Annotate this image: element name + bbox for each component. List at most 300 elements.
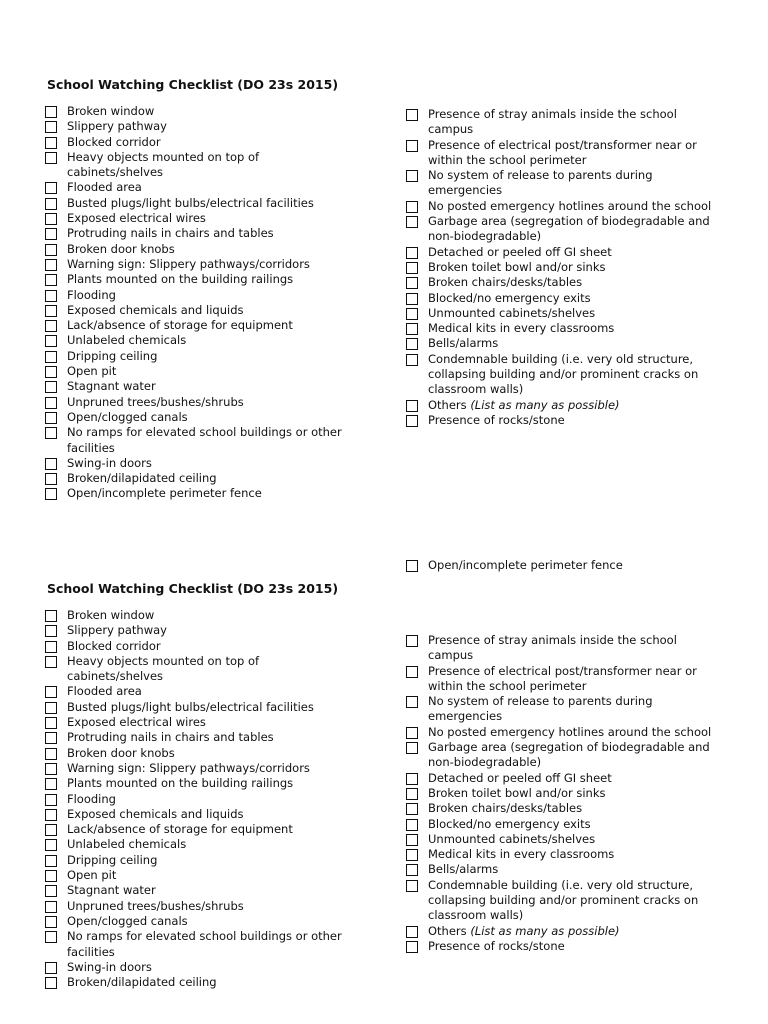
checklist-item — [406, 740, 716, 771]
checklist-item — [45, 226, 345, 241]
checklist-item — [45, 349, 345, 364]
checklist-item — [45, 410, 345, 425]
checklist-item-text: Garbage area (segregation of biodegradable and non-biodegradable) — [428, 740, 710, 770]
checkbox[interactable] — [406, 560, 418, 572]
checklist-item-text: Stagnant water — [67, 379, 156, 394]
checkbox[interactable] — [406, 415, 418, 427]
checklist-item-label — [67, 486, 262, 501]
checkbox[interactable] — [45, 931, 57, 943]
checklist-item — [406, 939, 716, 954]
checklist-item-text: Open pit — [67, 364, 117, 379]
checklist-item-label — [67, 349, 157, 364]
checklist-item-text: Presence of stray animals inside the school campus — [428, 633, 677, 663]
checkbox[interactable] — [406, 201, 418, 213]
checklist-item-label — [428, 107, 716, 138]
checklist-item — [45, 257, 345, 272]
checkbox[interactable] — [45, 488, 57, 500]
checklist-title: School Watching Checklist (DO 23s 2015) — [47, 581, 339, 596]
checklist-item-text: Detached or peeled off GI sheet — [428, 770, 612, 785]
checklist-item — [406, 832, 716, 847]
checkbox[interactable] — [45, 977, 57, 989]
checklist-item-label — [67, 868, 116, 883]
checklist-item — [406, 817, 716, 832]
checkbox[interactable] — [45, 962, 57, 974]
checklist-item-label — [428, 633, 716, 664]
checklist-item — [406, 558, 716, 573]
checkbox[interactable] — [45, 351, 57, 363]
checklist-item-text: Protruding nails in chairs and tables — [67, 226, 274, 241]
checkbox[interactable] — [45, 625, 57, 637]
checklist-item-label — [428, 771, 612, 786]
checkbox[interactable] — [406, 635, 418, 647]
checklist-item-label — [428, 939, 565, 954]
checklist-item-text: Blocked corridor — [67, 638, 161, 653]
checkbox[interactable] — [45, 305, 57, 317]
checkbox[interactable] — [406, 834, 418, 846]
checklist-item-text: Condemnable building (i.e. very old structure, collapsing building and/or prominent cracks on classroom walls) — [428, 351, 699, 397]
checkbox[interactable] — [45, 809, 57, 821]
checklist-item — [406, 801, 716, 816]
checklist-item — [45, 837, 345, 852]
checklist-item — [406, 786, 716, 801]
checklist-item — [45, 180, 345, 195]
checklist-item-label — [67, 684, 142, 699]
checklist-item — [45, 761, 345, 776]
checklist-item — [45, 272, 345, 287]
checkbox[interactable] — [45, 244, 57, 256]
checkbox[interactable] — [406, 400, 418, 412]
checklist-item-label — [67, 853, 157, 868]
checkbox[interactable] — [406, 338, 418, 350]
checklist-item-label — [428, 862, 498, 877]
checkbox[interactable] — [45, 870, 57, 882]
checklist-item-text: Broken/dilapidated ceiling — [67, 975, 217, 990]
checklist-item — [45, 104, 345, 119]
checklist-item-label — [67, 639, 161, 654]
checkbox[interactable] — [45, 855, 57, 867]
checkbox[interactable] — [45, 824, 57, 836]
checklist-item — [406, 107, 716, 138]
checkbox[interactable] — [406, 293, 418, 305]
checklist-item-text: Unpruned trees/bushes/shrubs — [67, 898, 244, 913]
checkbox[interactable] — [45, 412, 57, 424]
checklist-item — [45, 150, 345, 181]
checklist-item — [45, 364, 345, 379]
checklist-item-label — [67, 104, 154, 119]
checkbox[interactable] — [45, 381, 57, 393]
checklist-item — [406, 878, 716, 924]
checklist-left-column — [45, 608, 345, 990]
checklist-item — [406, 306, 716, 321]
checklist-item — [406, 694, 716, 725]
checklist-item-text: Broken door knobs — [67, 241, 175, 256]
checklist-item-label — [67, 257, 310, 272]
checklist-item-text: Broken window — [67, 608, 155, 622]
checklist-item — [406, 413, 716, 428]
checkbox[interactable] — [45, 152, 57, 164]
checklist-item-label — [67, 822, 293, 837]
checklist-item-text: Others — [428, 397, 467, 412]
checklist-item-text: Flooded area — [67, 180, 142, 195]
checklist-item — [45, 654, 345, 685]
checklist-right-top-column — [406, 558, 716, 573]
checkbox[interactable] — [45, 106, 57, 118]
checkbox[interactable] — [406, 849, 418, 861]
checklist-item — [45, 486, 345, 501]
checkbox[interactable] — [45, 366, 57, 378]
checkbox[interactable] — [406, 788, 418, 800]
checkbox[interactable] — [406, 926, 418, 938]
checkbox[interactable] — [406, 666, 418, 678]
checkbox[interactable] — [406, 170, 418, 182]
checklist-item-label — [428, 413, 565, 428]
checklist-item-label — [428, 321, 614, 336]
checkbox[interactable] — [45, 213, 57, 225]
checklist-item-label — [67, 471, 217, 486]
checklist-item — [45, 333, 345, 348]
checklist-item-label — [67, 150, 345, 181]
checklist-item-text: Garbage area (segregation of biodegradable and non-biodegradable) — [428, 214, 710, 244]
checkbox[interactable] — [45, 717, 57, 729]
checkbox[interactable] — [406, 262, 418, 274]
checklist-item-label — [67, 226, 274, 241]
checklist-item — [45, 196, 345, 211]
checklist-item-label — [67, 211, 206, 226]
checklist-item-label — [428, 786, 606, 801]
checkbox[interactable] — [45, 656, 57, 668]
checklist-item-text: Detached or peeled off GI sheet — [428, 244, 612, 259]
checkbox[interactable] — [45, 901, 57, 913]
checklist-item-label — [67, 623, 167, 638]
checkbox[interactable] — [406, 354, 418, 366]
checklist-item-text: Presence of rocks/stone — [428, 412, 565, 427]
checklist-item-label — [67, 914, 188, 929]
checkbox[interactable] — [45, 259, 57, 271]
checklist-item — [406, 847, 716, 862]
checklist-item — [45, 318, 345, 333]
checklist-item-label — [428, 878, 716, 924]
checklist-item-text: Condemnable building (i.e. very old structure, collapsing building and/or prominent cracks on classroom walls) — [428, 877, 699, 923]
checkbox[interactable] — [45, 121, 57, 133]
checklist-item — [406, 138, 716, 169]
checklist-item-label — [67, 135, 161, 150]
checkbox[interactable] — [406, 140, 418, 152]
checkbox[interactable] — [45, 473, 57, 485]
checklist-item-text: No system of release to parents during emergencies — [428, 168, 653, 198]
checklist-item-label — [67, 746, 175, 761]
checkbox[interactable] — [45, 748, 57, 760]
checkbox[interactable] — [45, 335, 57, 347]
checklist-left-column — [45, 104, 345, 502]
checklist-item-label — [428, 832, 595, 847]
checklist-item-text: Busted plugs/light bulbs/electrical facilities — [67, 699, 314, 714]
checkbox[interactable] — [45, 458, 57, 470]
checklist-item-label — [67, 807, 243, 822]
checklist-item-label — [67, 776, 293, 791]
checkbox[interactable] — [45, 702, 57, 714]
checklist-item — [406, 291, 716, 306]
checklist-item — [45, 303, 345, 318]
checklist-item-text: Flooding — [67, 287, 116, 302]
checkbox[interactable] — [45, 290, 57, 302]
checklist-item-text: Plants mounted on the building railings — [67, 272, 294, 287]
checklist-item-label — [67, 395, 244, 410]
checklist-item-text: Unmounted cabinets/shelves — [428, 305, 596, 320]
checklist-item-label — [67, 303, 243, 318]
checklist-item — [45, 242, 345, 257]
checklist-item — [406, 336, 716, 351]
checklist-item-label — [67, 379, 156, 394]
checkbox[interactable] — [406, 941, 418, 953]
checklist-item-text: No posted emergency hotlines around the school — [428, 198, 712, 213]
checklist-item-text: Broken chairs/desks/tables — [428, 275, 583, 290]
checklist-item-label — [428, 725, 711, 740]
checklist-item-label — [67, 364, 116, 379]
checklist-item — [45, 211, 345, 226]
checklist-item-text: Slippery pathway — [67, 119, 167, 134]
checklist-item-label — [67, 700, 314, 715]
checklist-item-label — [67, 730, 274, 745]
checkbox[interactable] — [406, 323, 418, 335]
checkbox[interactable] — [406, 880, 418, 892]
checklist-item-label — [67, 425, 345, 456]
checklist-item — [406, 321, 716, 336]
checklist-item-text: Slippery pathway — [67, 623, 167, 638]
checklist-item — [406, 633, 716, 664]
checkbox[interactable] — [45, 839, 57, 851]
checkbox[interactable] — [45, 397, 57, 409]
checklist-item — [406, 398, 716, 413]
checklist-item-label — [428, 664, 716, 695]
checklist-item-text: Broken toilet bowl and/or sinks — [428, 785, 606, 800]
checkbox[interactable] — [406, 727, 418, 739]
checkbox[interactable] — [406, 247, 418, 259]
checklist-item — [45, 119, 345, 134]
checklist-item — [45, 471, 345, 486]
checkbox[interactable] — [45, 916, 57, 928]
checklist-item — [406, 725, 716, 740]
checkbox[interactable] — [406, 216, 418, 228]
checkbox[interactable] — [45, 763, 57, 775]
checklist-item-text: Medical kits in every classrooms — [428, 847, 615, 862]
checklist-item-text: Broken/dilapidated ceiling — [67, 471, 217, 486]
checklist-item-label — [67, 654, 345, 685]
checklist-item-text: Exposed chemicals and liquids — [67, 806, 244, 821]
checklist-item — [45, 456, 345, 471]
checklist-item-text: No posted emergency hotlines around the school — [428, 724, 712, 739]
checklist-item-label — [428, 336, 498, 351]
checklist-item — [45, 899, 345, 914]
checklist-item-text: No system of release to parents during emergencies — [428, 694, 653, 724]
checklist-item-text: Others — [428, 923, 467, 938]
checklist-item — [406, 199, 716, 214]
checklist-item-label — [428, 245, 612, 260]
checklist-item — [45, 700, 345, 715]
checklist-item-label — [67, 456, 152, 471]
checklist-item-text: Heavy objects mounted on top of cabinets/shelves — [67, 653, 260, 684]
checklist-item — [406, 352, 716, 398]
checklist-item — [406, 664, 716, 695]
checklist-item — [406, 924, 716, 939]
checklist-item — [45, 822, 345, 837]
checkbox[interactable] — [45, 274, 57, 286]
checklist-item-text: Stagnant water — [67, 883, 156, 898]
checklist-item-label — [428, 214, 716, 245]
checklist-item-label — [428, 275, 582, 290]
checklist-item — [45, 425, 345, 456]
checklist-item-label — [67, 960, 152, 975]
checklist-item — [45, 639, 345, 654]
checklist-item — [45, 684, 345, 699]
checklist-item-text: Plants mounted on the building railings — [67, 776, 294, 791]
checkbox[interactable] — [45, 778, 57, 790]
checklist-item-label — [67, 272, 293, 287]
checklist-item-text: Unlabeled chemicals — [67, 333, 187, 348]
checklist-item-label — [67, 837, 186, 852]
checklist-item — [406, 275, 716, 290]
checklist-item — [45, 135, 345, 150]
checklist-item-label — [428, 199, 711, 214]
checklist-item-text: Busted plugs/light bulbs/electrical facilities — [67, 195, 314, 210]
checklist-item-text: Dripping ceiling — [67, 852, 158, 867]
checklist-item — [45, 807, 345, 822]
checkbox[interactable] — [45, 198, 57, 210]
checklist-item-text: Exposed electrical wires — [67, 211, 206, 226]
checkbox[interactable] — [45, 885, 57, 897]
checklist-item-label — [428, 924, 620, 939]
checklist-item — [45, 288, 345, 303]
checklist-item-label — [428, 168, 716, 199]
checklist-item — [45, 792, 345, 807]
checklist-item-text: Open/clogged canals — [67, 913, 188, 928]
checklist-item — [406, 168, 716, 199]
checklist-item-text: Open pit — [67, 868, 117, 883]
checklist-item-label — [67, 410, 188, 425]
checklist-item — [406, 214, 716, 245]
checklist-item — [45, 395, 345, 410]
checklist-item-label — [67, 288, 116, 303]
checklist-item-label — [67, 119, 167, 134]
checklist-item — [45, 929, 345, 960]
checklist-item-text: Broken chairs/desks/tables — [428, 801, 583, 816]
checklist-item-text: Presence of electrical post/transformer near or within the school perimeter — [428, 137, 697, 167]
checklist-item-text: Blocked/no emergency exits — [428, 290, 591, 305]
checkbox[interactable] — [45, 228, 57, 240]
checklist-item — [45, 960, 345, 975]
checkbox[interactable] — [406, 109, 418, 121]
checkbox[interactable] — [45, 427, 57, 439]
checklist-item-text: No ramps for elevated school buildings or other facilities — [67, 929, 342, 959]
checklist-item-label — [67, 899, 244, 914]
checklist-item — [45, 853, 345, 868]
checklist-item-text: Exposed chemicals and liquids — [67, 302, 244, 317]
checklist-item-label — [67, 242, 175, 257]
checklist-item-label — [428, 260, 606, 275]
checklist-item-text: Flooding — [67, 791, 116, 806]
checklist-item — [45, 608, 345, 623]
checklist-item-text: Swing-in doors — [67, 959, 152, 974]
checkbox[interactable] — [45, 610, 57, 622]
checkbox[interactable] — [45, 182, 57, 194]
checklist-item — [45, 379, 345, 394]
checklist-item-text: Exposed electrical wires — [67, 715, 206, 730]
checklist-item — [45, 730, 345, 745]
checklist-item-label — [428, 740, 716, 771]
checklist-item-text: Open/incomplete perimeter fence — [428, 558, 623, 572]
checkbox[interactable] — [406, 773, 418, 785]
checkbox[interactable] — [406, 864, 418, 876]
checklist-item — [45, 868, 345, 883]
checklist-item-text: Broken window — [67, 104, 155, 118]
checklist-item-text: Open/incomplete perimeter fence — [67, 486, 262, 501]
checklist-item — [45, 776, 345, 791]
checklist-item-label — [428, 558, 623, 573]
checklist-item-label — [428, 817, 591, 832]
checkbox[interactable] — [406, 696, 418, 708]
checklist-item-label — [428, 801, 582, 816]
checklist-item-text: Blocked/no emergency exits — [428, 816, 591, 831]
checklist-right-column — [406, 107, 716, 428]
checkbox[interactable] — [406, 277, 418, 289]
checkbox[interactable] — [406, 803, 418, 815]
checklist-item-text: Lack/absence of storage for equipment — [67, 822, 293, 837]
checklist-item — [406, 771, 716, 786]
checklist-item-label — [428, 847, 614, 862]
checklist-item-label — [67, 929, 345, 960]
checkbox[interactable] — [45, 686, 57, 698]
checklist-item-text: Protruding nails in chairs and tables — [67, 730, 274, 745]
checklist-item-text: Presence of stray animals inside the school campus — [428, 107, 677, 137]
checklist-item — [45, 623, 345, 638]
checklist-item-text: Bells/alarms — [428, 336, 499, 351]
checklist-item — [45, 914, 345, 929]
checkbox[interactable] — [406, 742, 418, 754]
checklist-item — [45, 975, 345, 990]
checklist-item — [406, 260, 716, 275]
checkbox[interactable] — [45, 794, 57, 806]
checklist-item-text: Dripping ceiling — [67, 348, 158, 363]
others-note: (List as many as possible) — [470, 397, 620, 412]
checklist-item-text: Open/clogged canals — [67, 409, 188, 424]
checklist-item-label — [67, 715, 206, 730]
checklist-item-text: Warning sign: Slippery pathways/corridors — [67, 760, 310, 775]
checkbox[interactable] — [45, 137, 57, 149]
checklist-item — [45, 715, 345, 730]
checklist-title: School Watching Checklist (DO 23s 2015) — [47, 77, 339, 92]
checklist-item-label — [428, 352, 716, 398]
checkbox[interactable] — [45, 641, 57, 653]
checklist-item-text: Bells/alarms — [428, 862, 499, 877]
checklist-item-text: Lack/absence of storage for equipment — [67, 318, 293, 333]
checklist-item-text: Broken door knobs — [67, 745, 175, 760]
checklist-item-text: Unmounted cabinets/shelves — [428, 831, 596, 846]
checklist-item-text: Medical kits in every classrooms — [428, 321, 615, 336]
checklist-item-text: Broken toilet bowl and/or sinks — [428, 259, 606, 274]
checklist-item-text: No ramps for elevated school buildings or other facilities — [67, 425, 342, 455]
checklist-item-label — [67, 975, 217, 990]
checklist-item-label — [67, 792, 116, 807]
checklist-item-text: Presence of rocks/stone — [428, 938, 565, 953]
checklist-item-text: Flooded area — [67, 684, 142, 699]
checklist-item-text: Unpruned trees/bushes/shrubs — [67, 394, 244, 409]
checkbox[interactable] — [406, 819, 418, 831]
checkbox[interactable] — [45, 320, 57, 332]
checklist-item-label — [67, 761, 310, 776]
checklist-right-column — [406, 633, 716, 954]
checkbox[interactable] — [406, 308, 418, 320]
checkbox[interactable] — [45, 732, 57, 744]
checklist-item — [406, 862, 716, 877]
